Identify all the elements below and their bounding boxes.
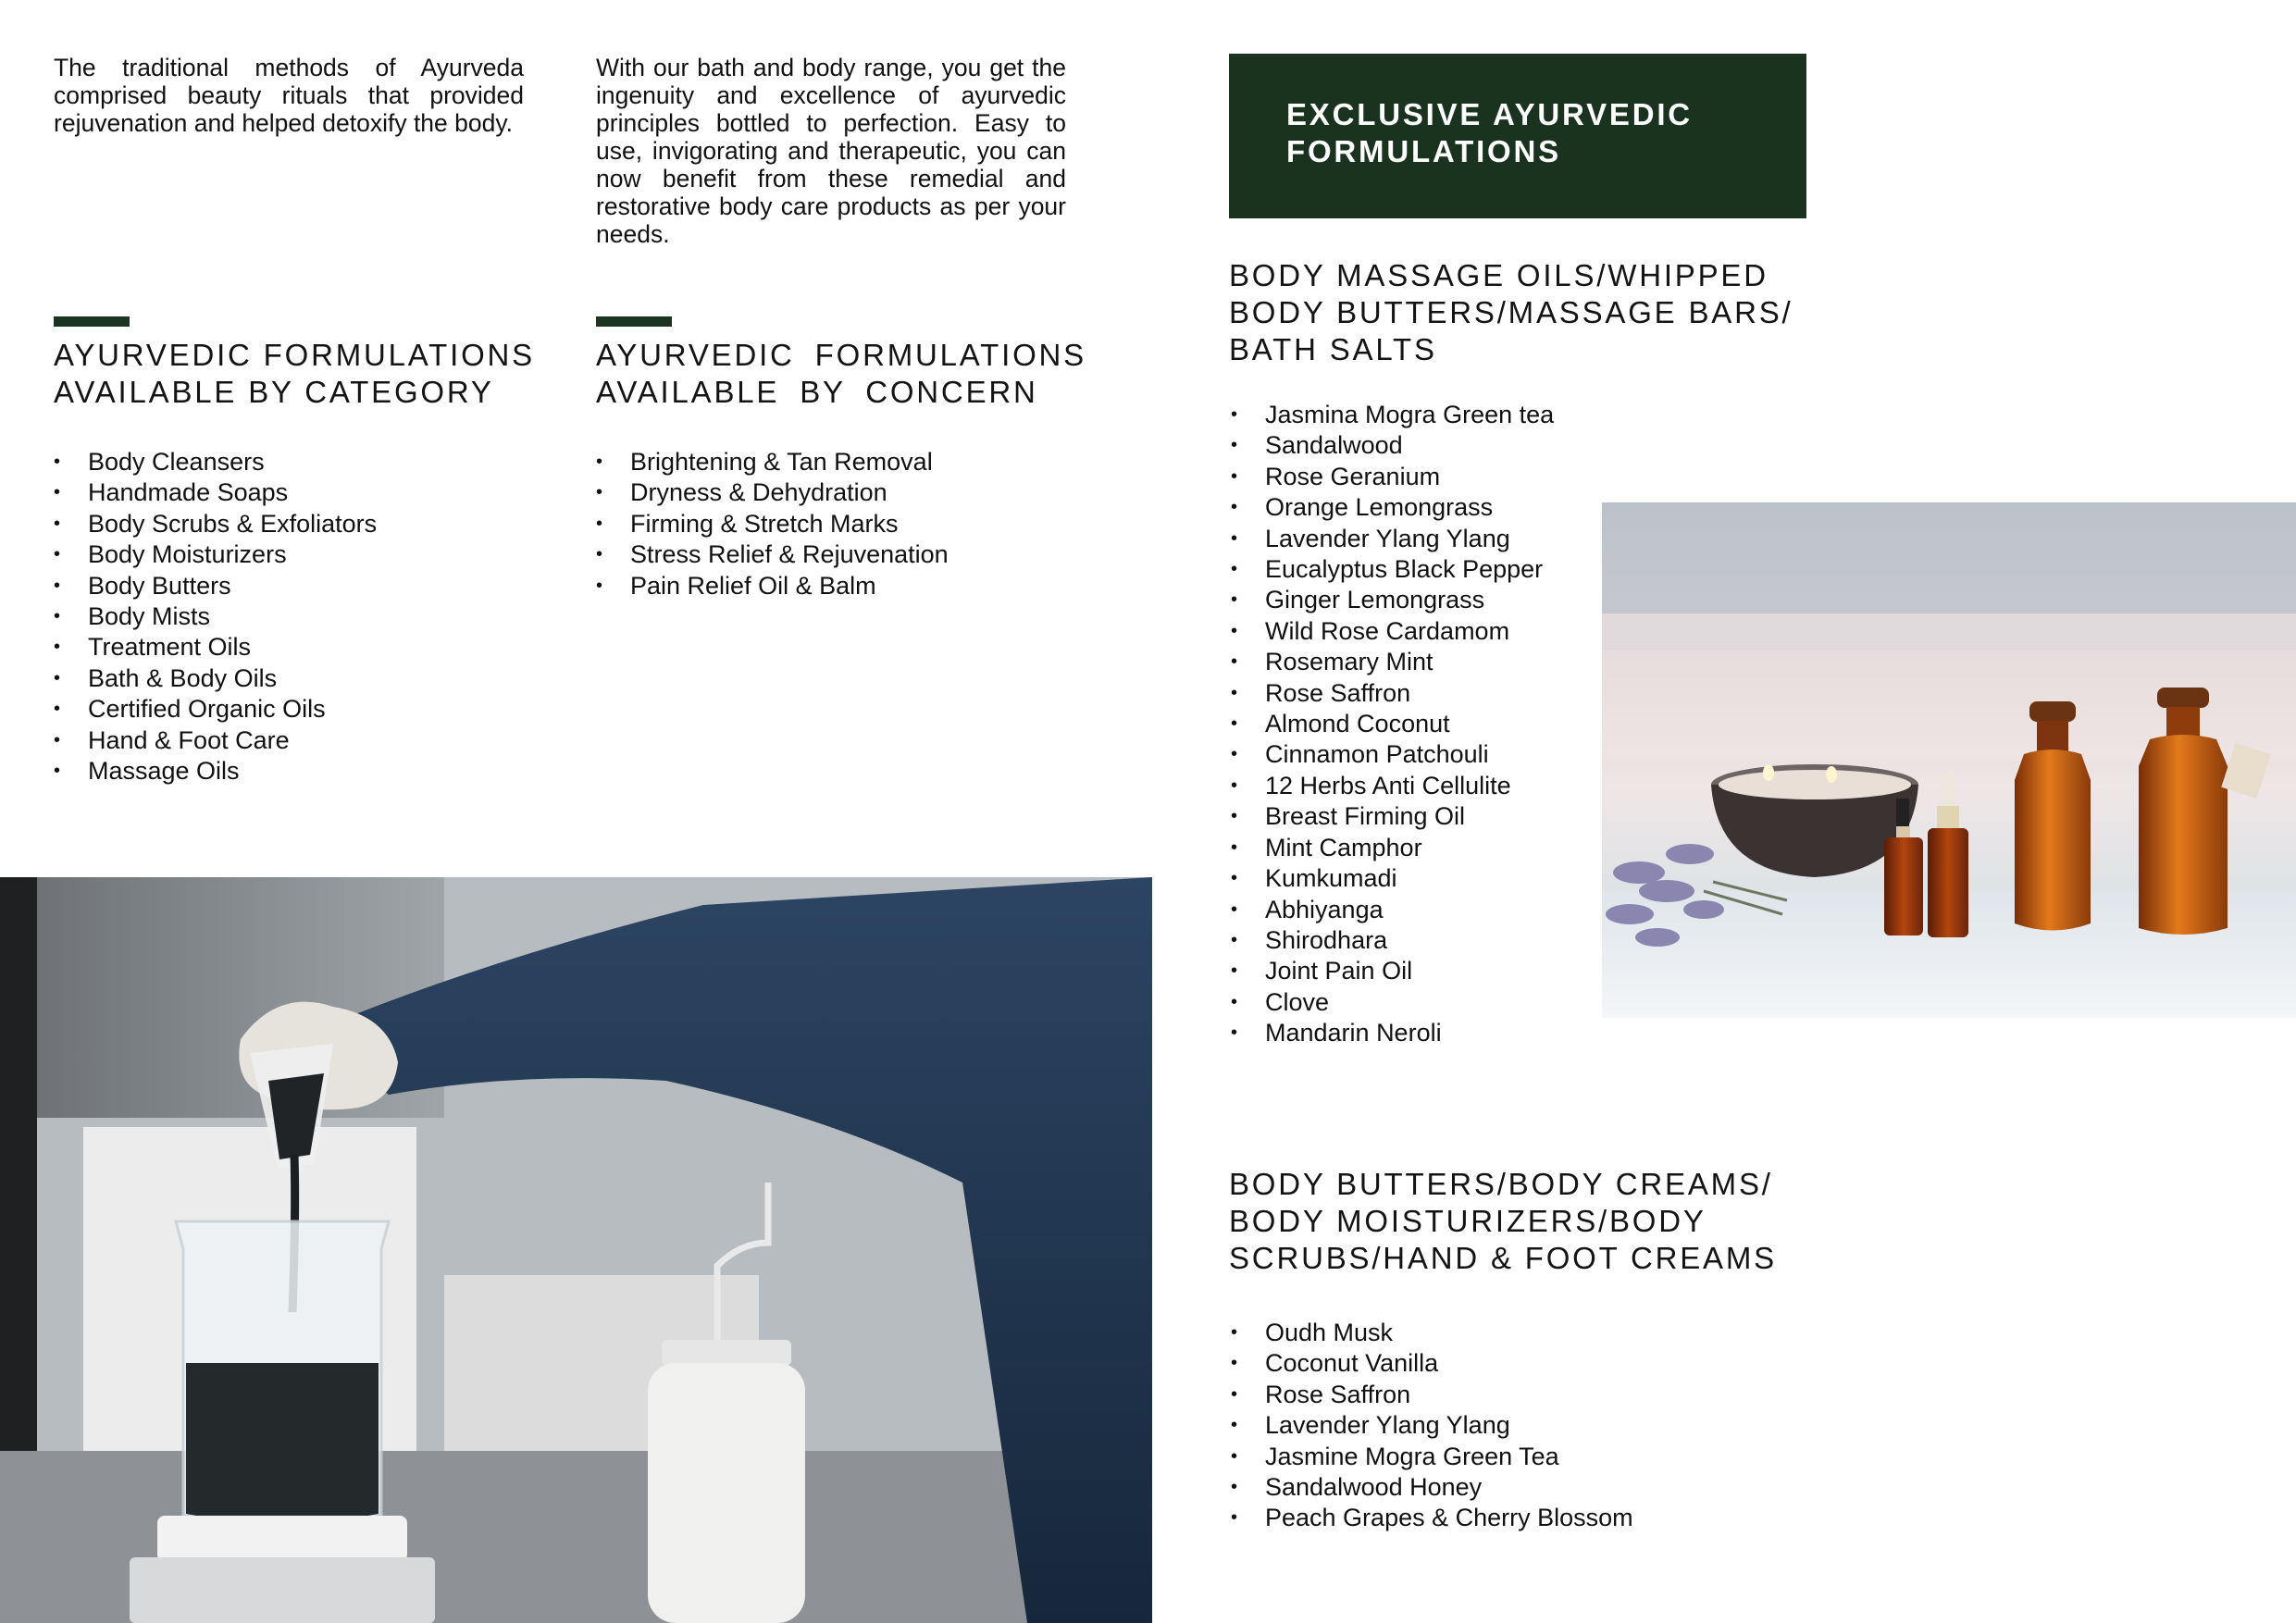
- massage-list: [1231, 400, 1554, 1049]
- list-item: • Body Cleansers: [54, 447, 377, 477]
- massage-heading-line1: BODY MASSAGE OILS/WHIPPED: [1229, 258, 1769, 292]
- list-item: • Jasmina Mogra Green tea: [1231, 400, 1554, 430]
- list-item: • Mandarin Neroli: [1231, 1018, 1554, 1048]
- exclusive-title-line1: EXCLUSIVE AYURVEDIC: [1286, 97, 1693, 131]
- list-item: • Massage Oils: [54, 756, 377, 787]
- list-item: • Hand & Foot Care: [54, 725, 377, 756]
- list-item: • Handmade Soaps: [54, 477, 377, 508]
- accent-bar-category: [54, 316, 130, 327]
- list-item: • Treatment Oils: [54, 632, 377, 663]
- list-item: • Abhiyanga: [1231, 895, 1554, 925]
- concern-heading-line2: AVAILABLE BY CONCERN: [596, 375, 1038, 409]
- category-heading: [54, 337, 572, 411]
- list-item: • Mint Camphor: [1231, 833, 1554, 863]
- category-heading-line2: AVAILABLE BY CATEGORY: [54, 375, 494, 409]
- list-item: • Eucalyptus Black Pepper: [1231, 554, 1554, 585]
- list-item: • Body Mists: [54, 601, 377, 632]
- massage-heading-line3: BATH SALTS: [1229, 332, 1437, 366]
- essential-oils-photo: [1602, 502, 2296, 1018]
- lab-pouring-photo: [0, 877, 1152, 1623]
- list-item: • Pain Relief Oil & Balm: [596, 571, 949, 601]
- list-item: • Coconut Vanilla: [1231, 1348, 1633, 1379]
- accent-bar-concern: [596, 316, 672, 327]
- category-heading-line1: AYURVEDIC FORMULATIONS: [54, 338, 535, 372]
- butters-heading-line2: BODY MOISTURIZERS/BODY: [1229, 1204, 1706, 1238]
- list-item: • Bath & Body Oils: [54, 663, 377, 694]
- massage-heading-line2: BODY BUTTERS/MASSAGE BARS/: [1229, 295, 1793, 329]
- list-item: • Wild Rose Cardamom: [1231, 616, 1554, 647]
- butters-list: [1231, 1318, 1633, 1534]
- exclusive-title: [1286, 96, 1751, 170]
- list-item: • Jasmine Mogra Green Tea: [1231, 1442, 1633, 1472]
- list-item: • 12 Herbs Anti Cellulite: [1231, 771, 1554, 801]
- list-item: • Oudh Musk: [1231, 1318, 1633, 1348]
- concern-heading-line1: AYURVEDIC FORMULATIONS: [596, 338, 1086, 372]
- butters-heading-line3: SCRUBS/HAND & FOOT CREAMS: [1229, 1241, 1777, 1275]
- list-item: • Certified Organic Oils: [54, 694, 377, 725]
- essential-oils-illustration: [1602, 502, 2296, 1018]
- list-item: • Firming & Stretch Marks: [596, 509, 949, 539]
- massage-heading: [1229, 257, 1821, 368]
- list-item: • Lavender Ylang Ylang: [1231, 1410, 1633, 1441]
- list-item: • Dryness & Dehydration: [596, 477, 949, 508]
- exclusive-title-line2: FORMULATIONS: [1286, 134, 1561, 168]
- list-item: • Orange Lemongrass: [1231, 492, 1554, 523]
- list-item: • Sandalwood: [1231, 430, 1554, 461]
- exclusive-banner: [1229, 54, 1806, 218]
- intro-paragraph-left: The traditional methods of Ayurveda comprised beauty rituals that provided rejuvenation and helped detoxify the body.: [54, 54, 524, 137]
- list-item: • Shirodhara: [1231, 925, 1554, 956]
- list-item: • Peach Grapes & Cherry Blossom: [1231, 1503, 1633, 1533]
- lab-pouring-illustration: [0, 877, 1152, 1623]
- list-item: • Lavender Ylang Ylang: [1231, 524, 1554, 554]
- butters-heading-line1: BODY BUTTERS/BODY CREAMS/: [1229, 1167, 1773, 1201]
- list-item: • Breast Firming Oil: [1231, 801, 1554, 832]
- list-item: • Rose Geranium: [1231, 462, 1554, 492]
- list-item: • Kumkumadi: [1231, 863, 1554, 894]
- intro-paragraph-right: With our bath and body range, you get the ingenuity and excellence of ayurvedic principles bottled to perfection. Easy to use, invigorating and therapeutic, you can now benefit from these remedial and restorative body care products as per your needs.: [596, 54, 1066, 248]
- list-item: • Clove: [1231, 987, 1554, 1018]
- concern-heading: [596, 337, 1114, 411]
- list-item: • Almond Coconut: [1231, 709, 1554, 739]
- list-item: • Body Scrubs & Exfoliators: [54, 509, 377, 539]
- list-item: • Brightening & Tan Removal: [596, 447, 949, 477]
- list-item: • Rosemary Mint: [1231, 647, 1554, 677]
- list-item: • Body Butters: [54, 571, 377, 601]
- list-item: • Ginger Lemongrass: [1231, 585, 1554, 615]
- list-item: • Rose Saffron: [1231, 678, 1554, 709]
- list-item: • Body Moisturizers: [54, 539, 377, 570]
- list-item: • Rose Saffron: [1231, 1380, 1633, 1410]
- list-item: • Cinnamon Patchouli: [1231, 739, 1554, 770]
- list-item: • Sandalwood Honey: [1231, 1472, 1633, 1503]
- list-item: • Stress Relief & Rejuvenation: [596, 539, 949, 570]
- list-item: • Joint Pain Oil: [1231, 956, 1554, 986]
- category-list: [54, 447, 377, 787]
- butters-heading: [1229, 1166, 1821, 1277]
- concern-list: [596, 447, 949, 601]
